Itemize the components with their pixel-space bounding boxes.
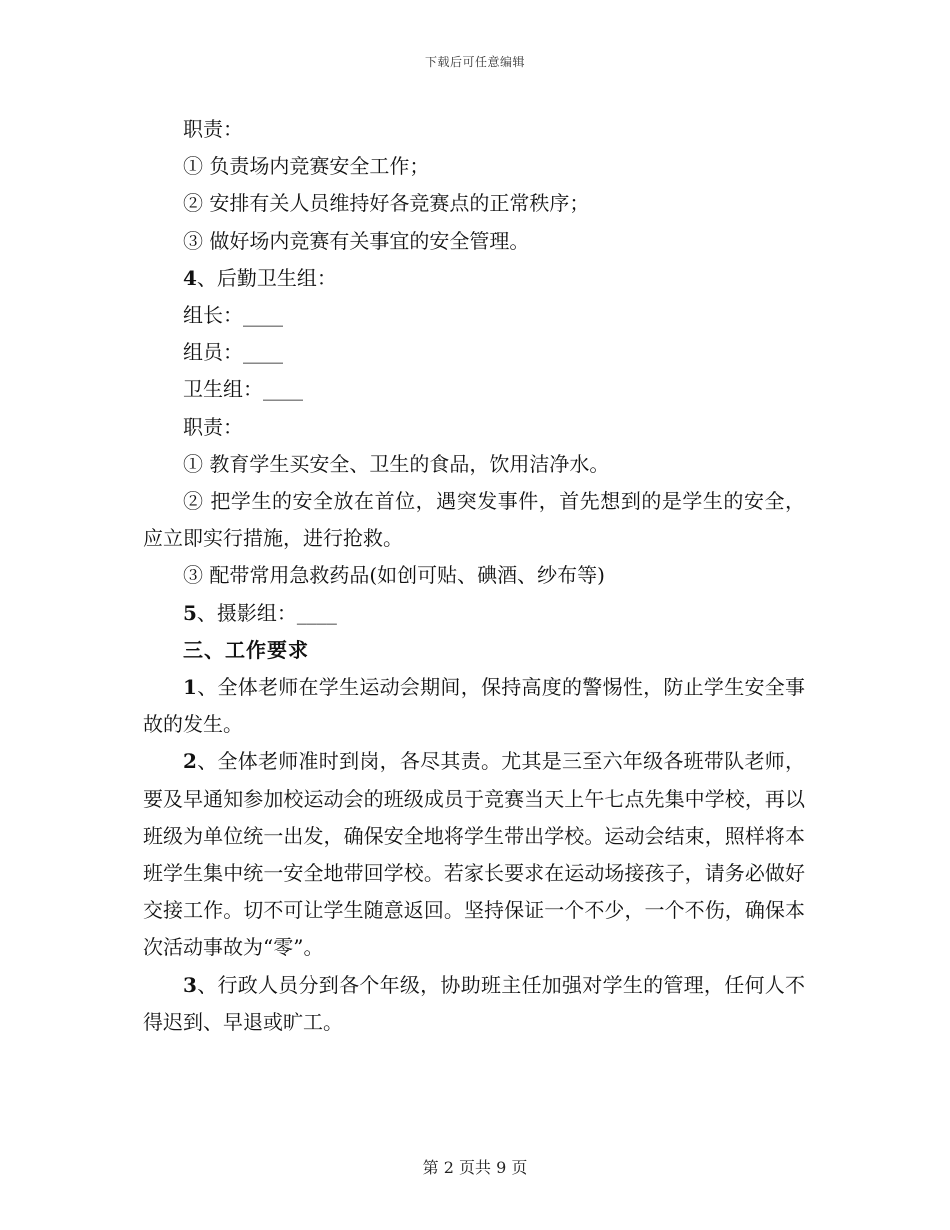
- duty-item: ③ 做好场内竞赛有关事宜的安全管理。: [183, 228, 530, 253]
- requirement-paragraph: [143, 743, 805, 966]
- group-number: 4: [183, 265, 197, 290]
- section-heading: 三、工作要求: [183, 637, 309, 662]
- group-leader: 组长：____: [183, 303, 283, 328]
- group-number: 5: [183, 600, 197, 625]
- group-title: 、后勤卫生组：: [196, 265, 337, 290]
- requirement-paragraph: [143, 967, 805, 1041]
- duty-label: 职责：: [183, 117, 243, 141]
- page-footer: 第 2 页共 9 页: [422, 1158, 528, 1177]
- duty-item: ① 教育学生买安全、卫生的食品，饮用洁净水。: [183, 451, 610, 476]
- page-header: 下载后可任意编辑: [424, 55, 525, 69]
- duty-item: ③ 配带常用急救药品(如创可贴、碘酒、纱布等): [183, 563, 605, 588]
- requirement-number: 3: [183, 972, 197, 997]
- requirement-text: 、全体老师在学生运动会期间，保持高度的警惕性，防止学生安全事故的发生。: [143, 675, 805, 737]
- group-heading: [143, 595, 805, 632]
- group-title: 、摄影组：____: [196, 600, 337, 625]
- duty-item: ② 把学生的安全放在首位，遇突发事件，首先想到的是学生的安全，应立即实行措施，进行抢救。: [143, 489, 805, 551]
- duty-label: 职责：: [183, 414, 243, 439]
- group-member: 组员：____: [183, 340, 283, 365]
- requirement-paragraph: [143, 669, 805, 743]
- group-heading: [143, 260, 805, 297]
- document-body: [143, 111, 805, 1041]
- requirement-number: 1: [183, 675, 197, 700]
- requirement-text: 、全体老师准时到岗，各尽其责。尤其是三至六年级各班带队老师，要及早通知参加校运动会的班级成员于竞赛当天上午七点先集中学校，再以班级为单位统一出发，确保安全地将学生带出学校。运动会结束，照样将本班学生集中统一安全地带回学校。若家长要求在运动场接孩子，请务必做好交接工作。切不可让学生随意返回。坚持保证一个不少，一个不伤，确保本次活动事故为“零”。: [143, 749, 805, 960]
- duty-item: ① 负责场内竞赛安全工作；: [183, 154, 430, 179]
- health-group: 卫生组：____: [183, 377, 303, 402]
- duty-item: ② 安排有关人员维持好各竞赛点的正常秩序；: [183, 191, 590, 216]
- requirement-number: 2: [183, 749, 197, 774]
- requirement-text: 、行政人员分到各个年级，协助班主任加强对学生的管理，任何人不得迟到、早退或旷工。: [143, 972, 805, 1034]
